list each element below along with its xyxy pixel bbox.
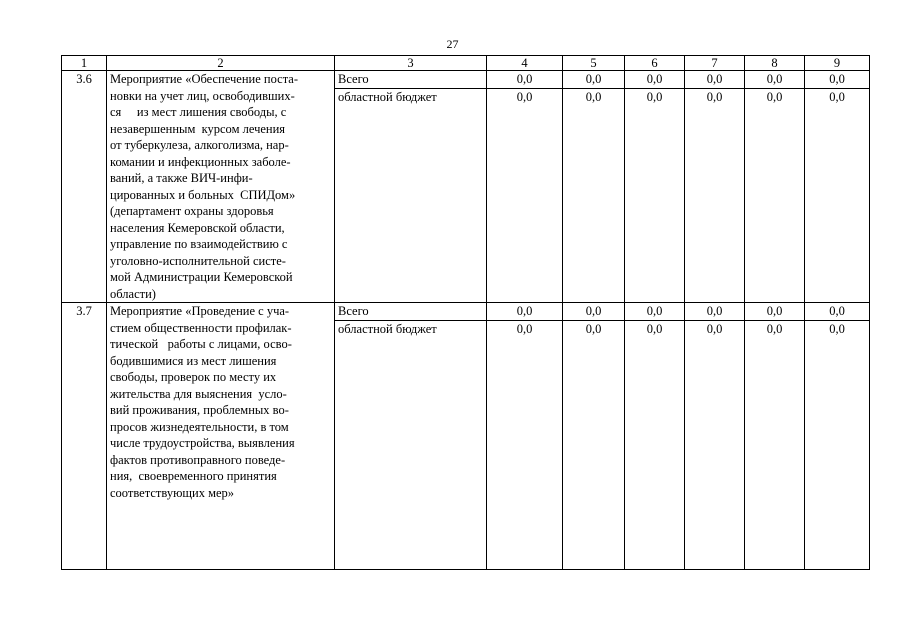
- table-row: [62, 71, 870, 89]
- description-line: незавершенным курсом лечения: [110, 121, 286, 136]
- measure-description: [107, 303, 335, 570]
- value-cell: 0,0: [563, 320, 625, 570]
- value-cell: 0,0: [805, 303, 870, 321]
- column-header: 4: [487, 56, 563, 71]
- value-cell: 0,0: [805, 71, 870, 89]
- description-line: цированных и больных СПИДом»: [110, 187, 296, 202]
- value-cell: 0,0: [487, 303, 563, 321]
- value-cell: 0,0: [685, 320, 745, 570]
- column-header: 7: [685, 56, 745, 71]
- value-cell: 0,0: [745, 303, 805, 321]
- description-line: бодившимися из мест лишения: [110, 353, 277, 368]
- header-row: [62, 56, 870, 71]
- funding-source: областной бюджет: [335, 320, 487, 570]
- description-line: фактов противоправного поведе-: [110, 452, 286, 467]
- budget-table: [61, 55, 870, 570]
- value-cell: 0,0: [487, 88, 563, 303]
- value-cell: 0,0: [745, 71, 805, 89]
- measure-description: [107, 71, 335, 303]
- row-index: 3.7: [62, 303, 107, 570]
- description-line: ся из мест лишения свободы, с: [110, 105, 287, 119]
- description-line: жительства для выяснения усло-: [110, 386, 287, 401]
- value-cell: 0,0: [563, 71, 625, 89]
- description-line: комании и инфекционных заболе-: [110, 154, 291, 169]
- column-header: 1: [62, 56, 107, 71]
- value-cell: 0,0: [805, 320, 870, 570]
- description-line: уголовно-исполнительной систе-: [110, 253, 286, 268]
- description-line: управление по взаимодействию с: [110, 237, 288, 251]
- value-cell: 0,0: [625, 71, 685, 89]
- column-header: 6: [625, 56, 685, 71]
- value-cell: 0,0: [487, 320, 563, 570]
- description-line: Мероприятие «Обеспечение поста-: [110, 72, 299, 86]
- column-header: 2: [107, 56, 335, 71]
- value-cell: 0,0: [685, 88, 745, 303]
- description-line: числе трудоустройства, выявления: [110, 436, 295, 450]
- value-cell: 0,0: [563, 88, 625, 303]
- value-cell: 0,0: [685, 303, 745, 321]
- value-cell: 0,0: [487, 71, 563, 89]
- description-line: новки на учет лиц, освободивших-: [110, 88, 295, 103]
- column-header: 3: [335, 56, 487, 71]
- funding-source: Всего: [335, 303, 487, 321]
- value-cell: 0,0: [685, 71, 745, 89]
- value-cell: 0,0: [625, 88, 685, 303]
- description-line: населения Кемеровской области,: [110, 220, 285, 235]
- column-header: 9: [805, 56, 870, 71]
- description-line: стием общественности профилак-: [110, 320, 292, 335]
- description-line: (департамент охраны здоровья: [110, 204, 274, 218]
- description-line: тической работы с лицами, осво-: [110, 337, 292, 351]
- description-line: ваний, а также ВИЧ-инфи-: [110, 171, 253, 185]
- description-line: просов жизнедеятельности, в том: [110, 419, 289, 434]
- row-index: 3.6: [62, 71, 107, 303]
- description-line: от туберкулеза, алкоголизма, нар-: [110, 138, 289, 152]
- description-line: ния, своевременного принятия: [110, 469, 277, 483]
- description-line: соответствующих мер»: [110, 485, 235, 500]
- description-line: свободы, проверок по месту их: [110, 370, 277, 384]
- value-cell: 0,0: [563, 303, 625, 321]
- value-cell: 0,0: [625, 303, 685, 321]
- funding-source: областной бюджет: [335, 88, 487, 303]
- table-row: [62, 303, 870, 321]
- description-line: мой Администрации Кемеровской: [110, 270, 293, 284]
- description-line: вий проживания, проблемных во-: [110, 403, 289, 417]
- value-cell: 0,0: [805, 88, 870, 303]
- value-cell: 0,0: [745, 320, 805, 570]
- funding-source: Всего: [335, 71, 487, 89]
- column-header: 8: [745, 56, 805, 71]
- value-cell: 0,0: [625, 320, 685, 570]
- description-line: Мероприятие «Проведение с уча-: [110, 304, 290, 318]
- value-cell: 0,0: [745, 88, 805, 303]
- description-line: области): [110, 286, 156, 301]
- page-number: 27: [446, 37, 459, 51]
- column-header: 5: [563, 56, 625, 71]
